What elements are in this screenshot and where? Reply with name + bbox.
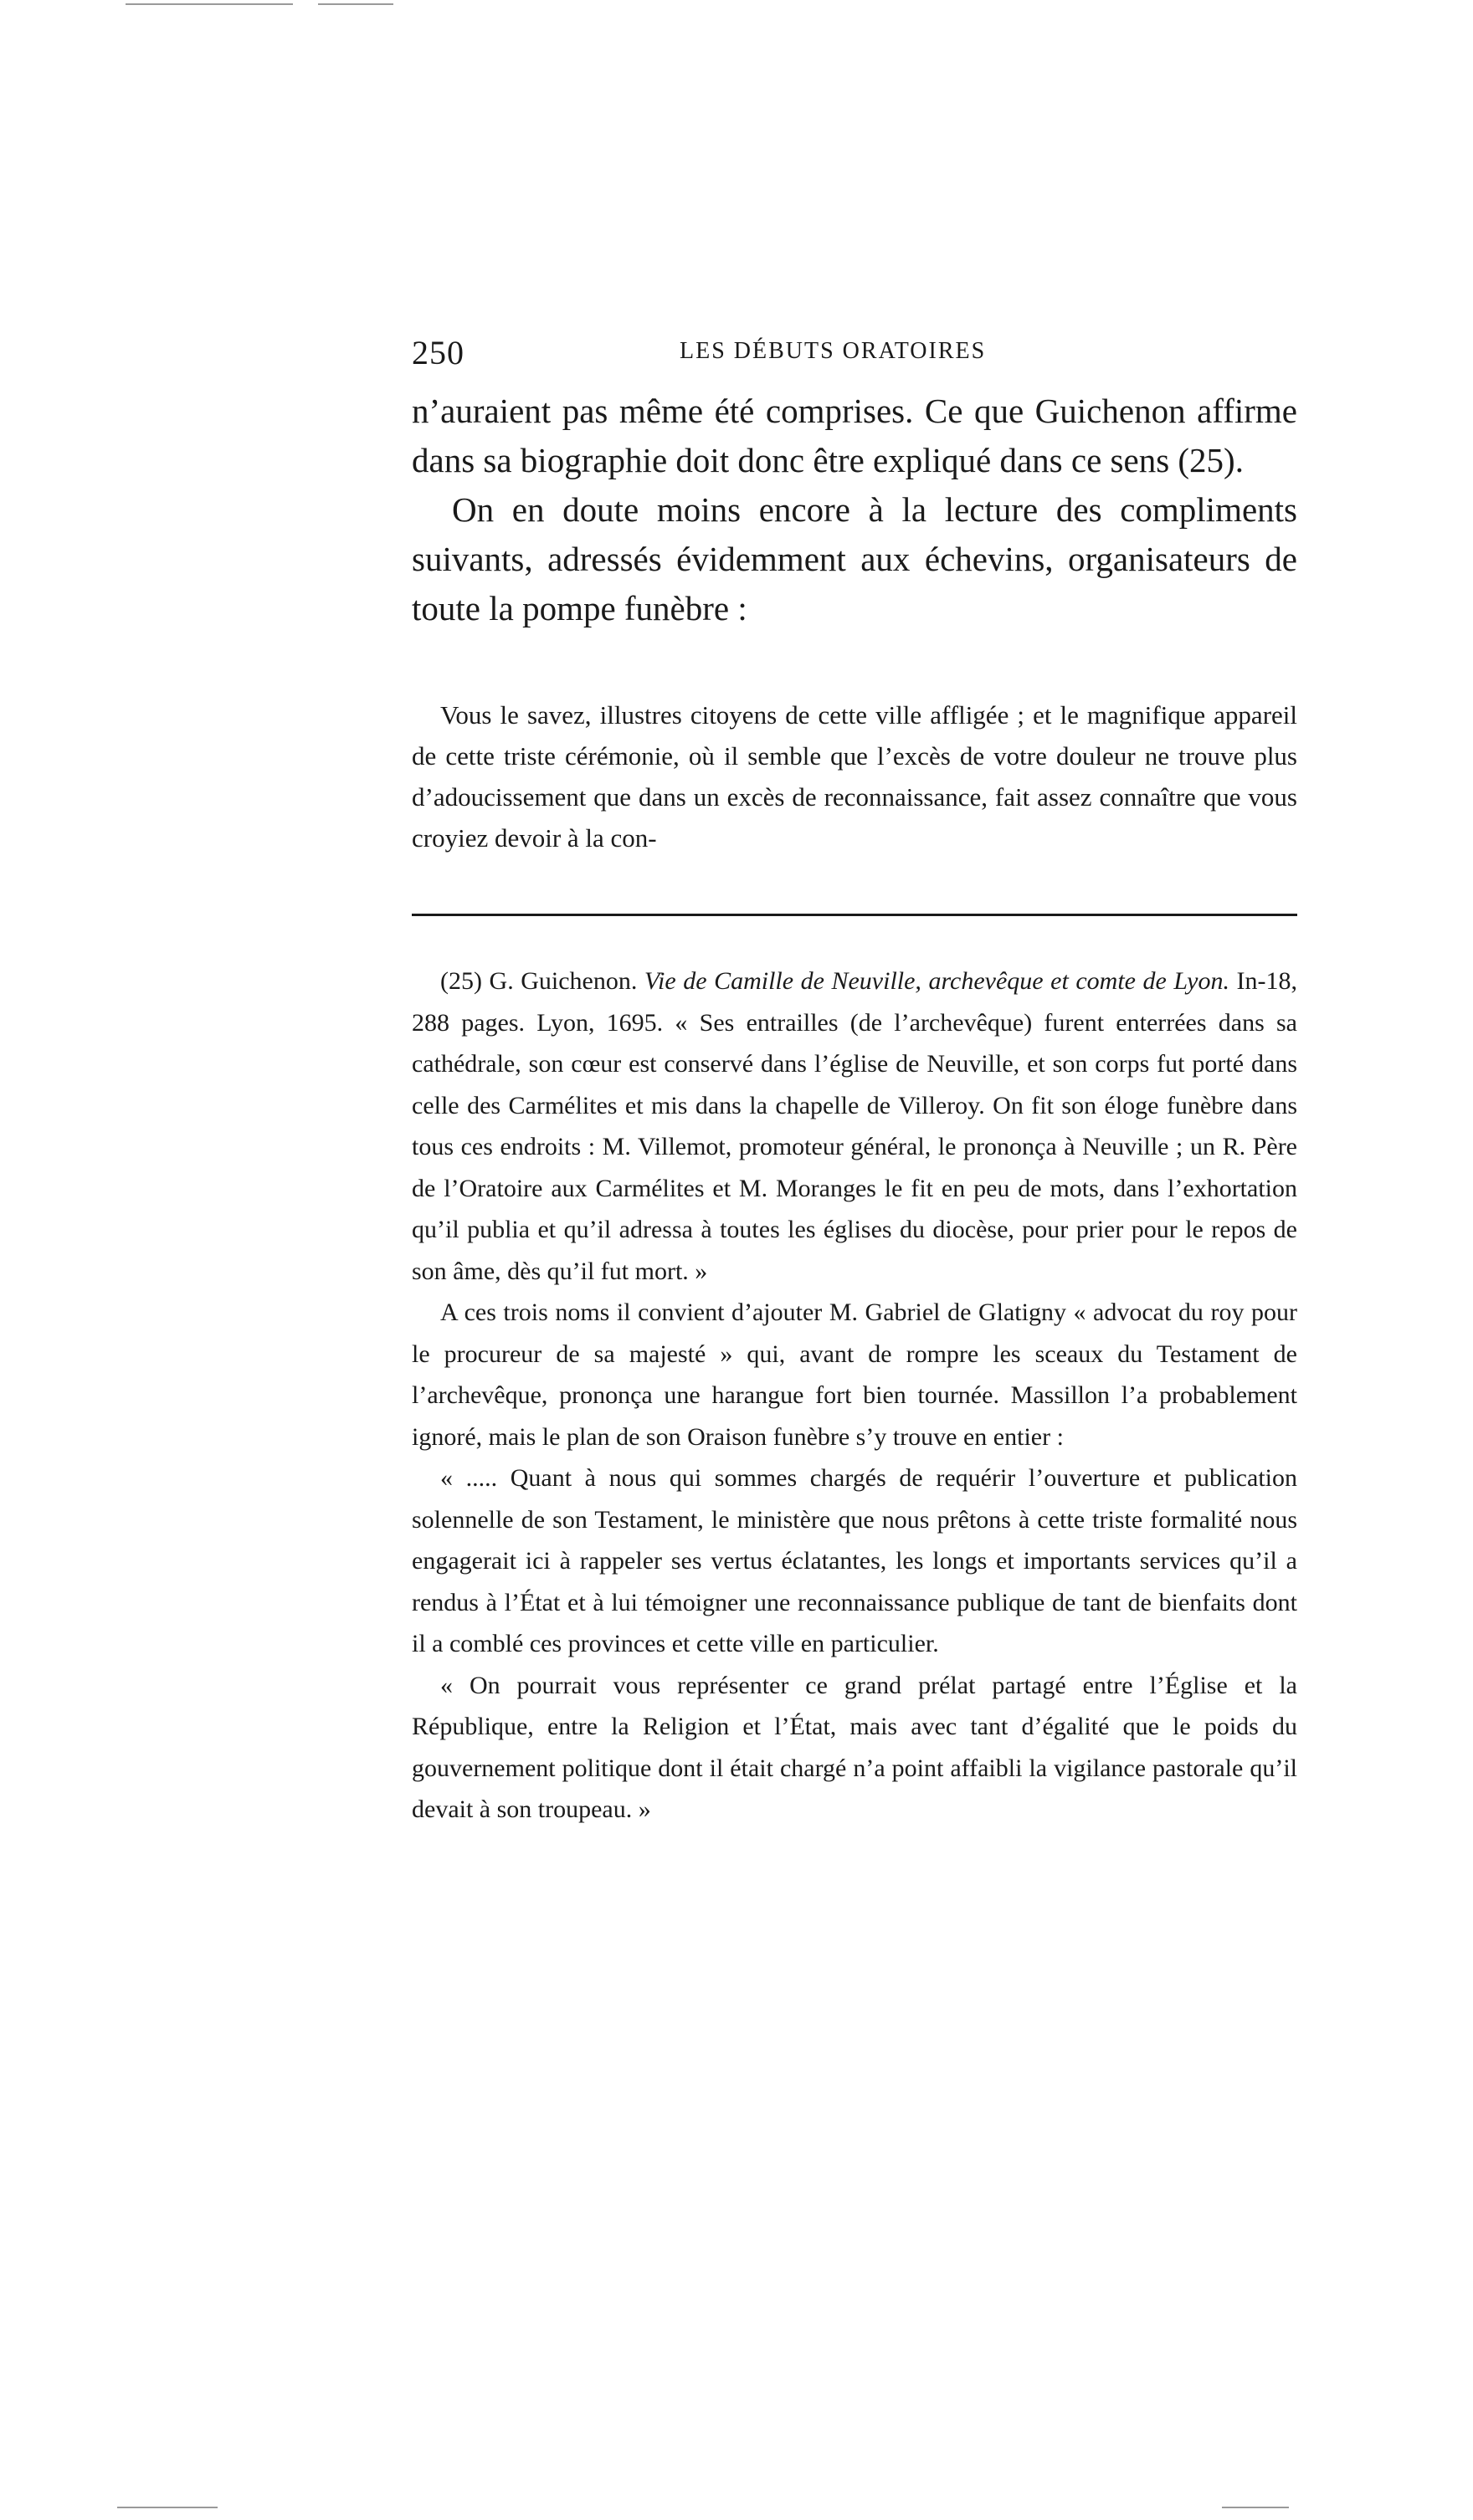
footnote-number: (25) bbox=[440, 967, 482, 995]
scan-mark-bottom bbox=[117, 2507, 218, 2508]
footnote-rule bbox=[412, 914, 1297, 916]
quote-paragraph: Vous le savez, illustres citoyens de cette ville affligée ; et le magnifique appareil de cette triste cérémonie, où il semble que l’excès de votre douleur ne trouve plus d’adoucissement que dans un excès de reconnaissance, fait assez connaître que vous croyiez devoir à la con- bbox=[412, 700, 1297, 853]
footnote-25-text: In-18, 288 pages. Lyon, 1695. « Ses entrailles (de l’archevêque) furent enterrées dans sa cathédrale, son cœur est conservé dans l’église de Neuville, et son corps fut porté dans celle des Carmélites et mis dans la chapelle de Villeroy. On fit son éloge funèbre dans tous ces endroits : M. Villemot, promoteur général, le prononça à Neuville ; un R. Père de l’Oratoire aux Carmélites et M. Moranges le fit en peu de mots, dans l’exhortation qu’il publia et qu’il adressa à toutes les églises du diocèse, pour prier pour le repos de son âme, dès qu’il fut mort. » bbox=[412, 967, 1298, 1285]
footnote-paragraph-2: A ces trois noms il convient d’ajouter M. Gabriel de Glatigny « advocat du roy pour le procureur de sa majesté » qui, avant de rompre les sceaux du Testament de l’archevêque, prononça une harangue fort bien tournée. Massillon l’a probablement ignoré, mais le plan de son Oraison funèbre s’y trouve en entier : bbox=[412, 1298, 1297, 1451]
footnote-25 bbox=[412, 960, 1297, 1292]
running-title: LES DÉBUTS ORATOIRES bbox=[680, 338, 987, 364]
footnote-paragraph-3: « ..... Quant à nous qui sommes chargés de requérir l’ouverture et publication solennelle de son Testament, le ministère que nous prêtons à cette triste formalité nous engagerait ici à rappeler ses vertus éclatantes, les longs et importants services qu’il a rendus à l’État et à lui témoigner une reconnaissance publique de tant de bienfaits dont il a comblé ces provinces et cette ville en particulier. bbox=[412, 1464, 1297, 1657]
scan-mark-top bbox=[126, 3, 293, 5]
scan-mark-bottom-2 bbox=[1222, 2507, 1289, 2508]
footnote-paragraph-4: « On pourrait vous représenter ce grand prélat partagé entre l’Église et la République, entre la Religion et l’État, mais avec tant d’égalité que le poids du gouvernement politique dont il était chargé n’a point affaibli la vigilance pastorale qu’il devait à son troupeau. » bbox=[412, 1671, 1297, 1823]
main-paragraph-1: n’auraient pas même été comprises. Ce que Guichenon affirme dans sa biographie doit donc être expliqué dans ce sens (25). bbox=[412, 392, 1297, 479]
running-head bbox=[412, 333, 1297, 371]
main-paragraph-2: On en doute moins encore à la lecture des compliments suivants, adressés évidemment aux échevins, organisateurs de toute la pompe funèbre : bbox=[412, 490, 1297, 627]
footnotes bbox=[412, 960, 1297, 1831]
main-text bbox=[412, 387, 1297, 633]
footnote-book-title: Vie de Camille de Neuville, archevêque et comte de Lyon. bbox=[644, 967, 1229, 995]
block-quote bbox=[412, 694, 1297, 858]
page-number: 250 bbox=[412, 334, 464, 371]
footnote-author: G. Guichenon. bbox=[489, 967, 638, 995]
scan-mark-top-2 bbox=[318, 3, 393, 5]
